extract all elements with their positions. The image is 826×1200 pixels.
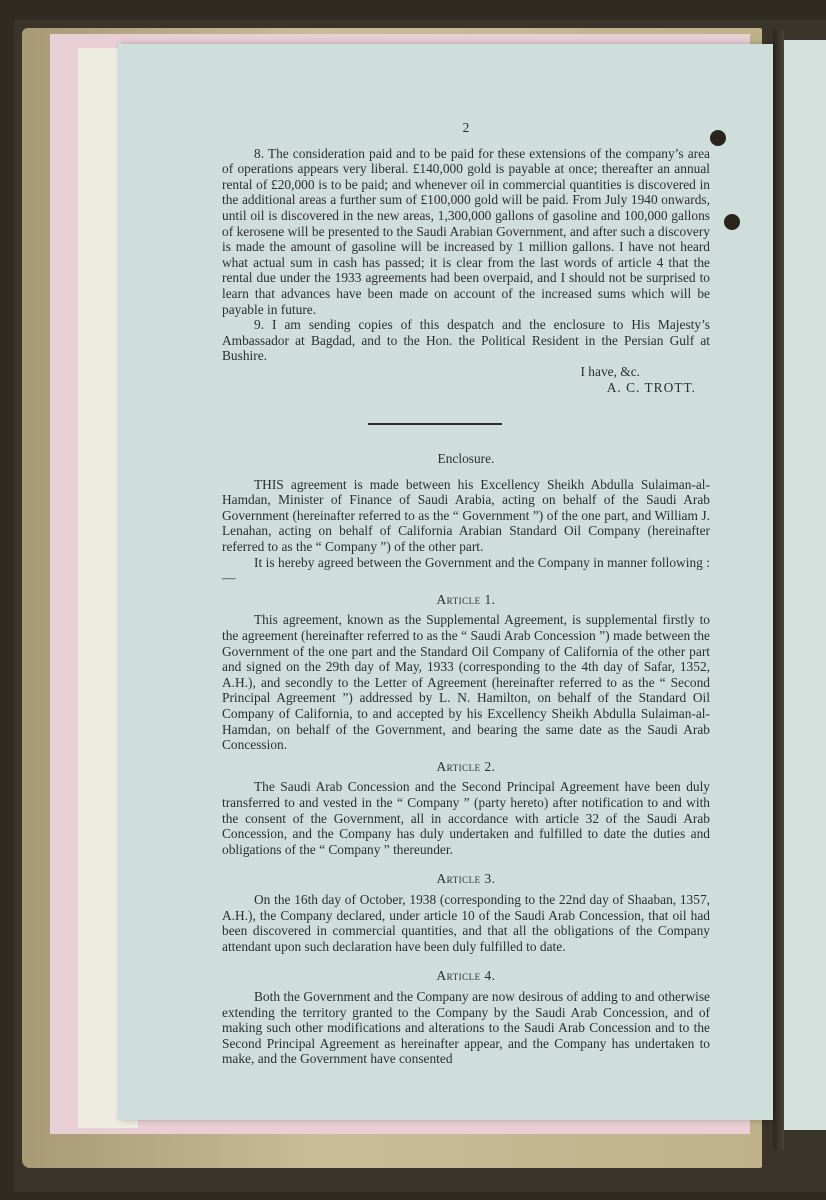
page-text	[222, 120, 710, 1067]
punch-hole	[710, 130, 726, 146]
article-heading: Article 1.	[436, 591, 496, 607]
enclosure-paragraph: It is hereby agreed between the Government and the Company in manner following :—	[222, 554, 710, 586]
enclosure-heading: Enclosure.	[437, 451, 495, 467]
article-heading: Article 3.	[436, 871, 496, 887]
article-heading: Article 4.	[436, 968, 496, 984]
signature-block	[222, 364, 710, 395]
article-text: The Saudi Arab Concession and the Second Principal Agreement have been duly transferred to and vested in the “ Company ” (party hereto) after notification to and with the consent of the Government, all in accordance with article 32 of the Saudi Arab Concession, and the Company has duly undertaken and fulfilled to date the duties and obligations of the “ Company ” thereunder.	[222, 779, 710, 857]
signature-name: A. C. TROTT.	[606, 379, 696, 395]
divider-rule	[368, 423, 502, 425]
article-text: On the 16th day of October, 1938 (corresponding to the 22nd day of Shaaban, 1357, A.H.), the Company declared, under article 10 of the Saudi Arab Concession, that oil had been discovered in commercial quantities, and that all the obligations of the Company attendant upon such declaration have been duly fulfilled to date.	[222, 891, 710, 954]
punch-hole	[724, 214, 740, 230]
article-text: This agreement, known as the Supplemental Agreement, is supplemental firstly to the agreement (hereinafter referred to as the “ Saudi Arab Concession ”) made between the Government of the one part and the Standard Oil Company of California of the other part and signed on the 29th day of May, 1933 (corresponding to the 4th day of Safar, 1352, A.H.), and secondly to the Letter of Agreement (hereinafter referred to as the “ Second Principal Agreement ”) addressed by L. N. Hamilton, on behalf of the Standard Oil Company of California, to and accepted by his Excellency Sheikh Abdulla Sulaiman-al-Hamdan, on behalf of the Government, and bearing the same date as the Saudi Arab Concession.	[222, 612, 710, 753]
article-heading: Article 2.	[436, 758, 496, 774]
paragraph-9: 9. I am sending copies of this despatch and the enclosure to His Majesty’s Ambassador at Bagdad, and to the Hon. the Political Resident in the Persian Gulf at Bushire.	[222, 317, 710, 364]
article-text: Both the Government and the Company are now desirous of adding to and otherwise extending the territory granted to the Company by the Saudi Arab Concession, and of making such other modifications and alterations to the Saudi Arab Concession and to the Second Principal Agreement as hereinafter appear, and the Company has undertaken to make, and the Government have consented	[222, 988, 710, 1067]
facing-page-edge	[784, 40, 826, 1130]
closing-line: I have, &c.	[580, 363, 640, 379]
enclosure-paragraph: THIS agreement is made between his Excellency Sheikh Abdulla Sulaiman-al-Hamdan, Minister of Finance of Saudi Arabia, acting on behalf of the Saudi Arab Government (hereinafter referred to as the “ Government ”) of the one part, and William J. Lenahan, acting on behalf of California Arabian Standard Oil Company (hereinafter referred to as the “ Company ”) of the other part.	[222, 476, 710, 555]
paragraph-8: 8. The consideration paid and to be paid for these extensions of the company’s area of operations appears very liberal. £140,000 gold is payable at once; thereafter an annual rental of £20,000 is to be paid; and whenever oil in commercial quantities is discovered in the additional areas a further sum of £100,000 gold will be paid. From July 1940 onwards, until oil is discovered in the new areas, 1,300,000 gallons of gasoline and 100,000 gallons of kerosene will be presented to the Saudi Arabian Government, and after such a discovery is made the amount of gasoline will be increased by 1 million gallons. I have not heard what actual sum in cash has passed; it is clear from the last words of article 4 that the rental due under the 1933 agreements had been overpaid, and I should not be surprised to learn that advances have been made on account of the increased sums which will be payable in future.	[222, 145, 710, 317]
page-number: 2	[462, 120, 470, 135]
book-gutter	[773, 30, 784, 1150]
